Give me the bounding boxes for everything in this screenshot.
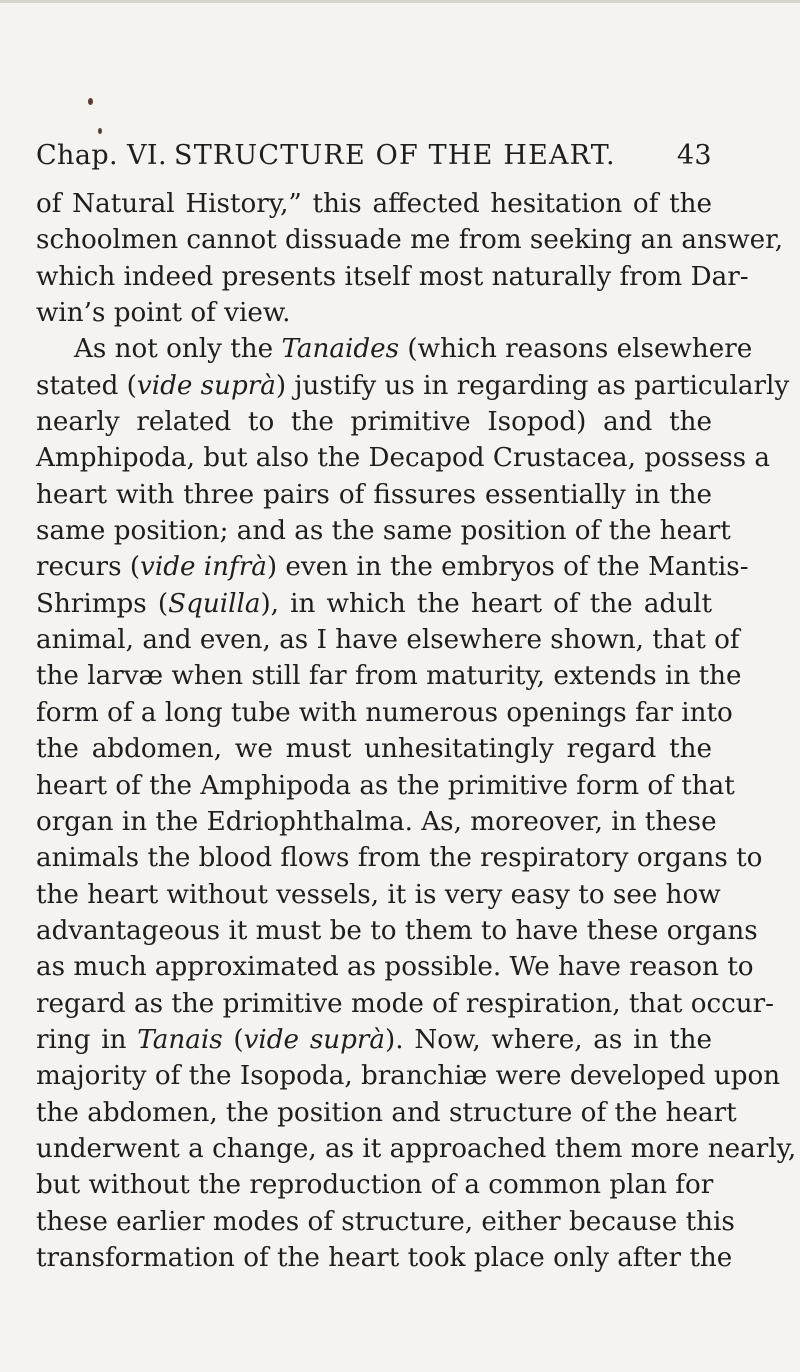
text-line — [36, 295, 712, 331]
running-title: STRUCTURE OF THE HEART. — [174, 140, 616, 171]
text-run: Shrimps ( — [36, 588, 169, 619]
text-run: animal, and even, as I have elsewhere shown, that of — [36, 625, 740, 656]
text-line — [36, 222, 784, 258]
italic-term: vide suprà — [136, 370, 276, 401]
text-run: win’s point of view. — [36, 298, 291, 329]
text-line — [36, 1095, 737, 1131]
text-run: As not only the — [74, 334, 282, 365]
italic-term: Tanaides — [281, 334, 400, 365]
body-text — [36, 186, 797, 1276]
italic-term: Squilla — [168, 588, 261, 619]
text-line — [36, 404, 712, 440]
text-line — [36, 586, 712, 622]
text-run: (which reasons elsewhere — [399, 334, 753, 365]
italic-term: vide infrà — [140, 552, 267, 583]
text-run: recurs ( — [36, 552, 141, 583]
italic-term: vide suprà — [243, 1024, 386, 1055]
page-top-edge — [0, 0, 800, 3]
text-line — [36, 949, 754, 985]
running-header — [36, 140, 712, 180]
text-run: ). Now, where, as in the — [385, 1024, 712, 1055]
text-run: regard as the primitive mode of respiration, that occur- — [36, 988, 775, 1019]
text-run: advantageous it must be to them to have these organs — [36, 915, 758, 946]
text-line — [36, 877, 721, 913]
text-line — [36, 658, 742, 694]
text-line — [36, 695, 733, 731]
text-run: the larvæ when still far from maturity, extends in the — [36, 661, 742, 692]
text-run: nearly related to the primitive Isopod) and the — [36, 407, 712, 438]
text-run: ring in — [36, 1024, 138, 1055]
text-run: underwent a change, as it approached them more nearly, — [36, 1133, 797, 1164]
text-run: stated ( — [36, 370, 137, 401]
text-line — [36, 1058, 781, 1094]
text-run: ( — [222, 1024, 244, 1055]
text-run: same position; and as the same position of the heart — [36, 516, 731, 547]
text-line — [36, 259, 749, 295]
text-line — [36, 477, 712, 513]
text-line — [36, 331, 753, 367]
text-line — [36, 1167, 712, 1203]
text-run: the heart without vessels, it is very easy to see how — [36, 879, 721, 910]
text-line — [36, 768, 735, 804]
text-run: schoolmen cannot dissuade me from seeking an answer, — [36, 225, 784, 256]
text-run: heart of the Amphipoda as the primitive form of that — [36, 770, 735, 801]
text-run: Amphipoda, but also the Decapod Crustacea, possess a — [36, 443, 771, 474]
text-line — [36, 1240, 733, 1276]
text-line — [36, 440, 771, 476]
italic-term: Tanais — [137, 1024, 223, 1055]
page-number: 43 — [676, 140, 712, 171]
text-line — [36, 1022, 712, 1058]
text-line — [36, 622, 740, 658]
text-run: but without the reproduction of a common plan for — [36, 1170, 714, 1201]
text-run: majority of the Isopoda, branchiæ were developed upon — [36, 1061, 781, 1092]
text-run: ), in which the heart of the adult — [260, 588, 712, 619]
text-line — [36, 804, 717, 840]
text-line — [36, 1204, 735, 1240]
text-line — [36, 913, 758, 949]
ink-speck — [98, 128, 102, 134]
text-run: the abdomen, the position and structure of the heart — [36, 1097, 737, 1128]
text-run: ) justify us in regarding as particularly — [275, 370, 790, 401]
text-run: the abdomen, we must unhesitatingly regard the — [36, 734, 712, 765]
text-run: as much approximated as possible. We have reason to — [36, 952, 754, 983]
text-line — [36, 549, 749, 585]
text-line — [36, 840, 763, 876]
text-run: form of a long tube with numerous openings far into — [36, 697, 733, 728]
text-line — [36, 986, 775, 1022]
text-line — [36, 368, 790, 404]
text-line — [36, 1131, 797, 1167]
text-line — [36, 186, 712, 222]
text-line — [36, 731, 712, 767]
text-run: organ in the Edriophthalma. As, moreover, in these — [36, 806, 717, 837]
text-run: heart with three pairs of fissures essentially in the — [36, 479, 712, 510]
text-run: these earlier modes of structure, either because this — [36, 1206, 735, 1237]
text-line — [36, 513, 731, 549]
text-run: transformation of the heart took place only after the — [36, 1242, 733, 1273]
text-run: of Natural History,” this affected hesitation of the — [36, 189, 712, 219]
chapter-label: Chap. VI. — [36, 140, 167, 171]
text-run: ) even in the embryos of the Mantis- — [266, 552, 749, 583]
text-run: animals the blood flows from the respiratory organs to — [36, 843, 763, 874]
text-run: which indeed presents itself most naturally from Dar- — [36, 261, 749, 292]
ink-speck — [88, 98, 93, 105]
